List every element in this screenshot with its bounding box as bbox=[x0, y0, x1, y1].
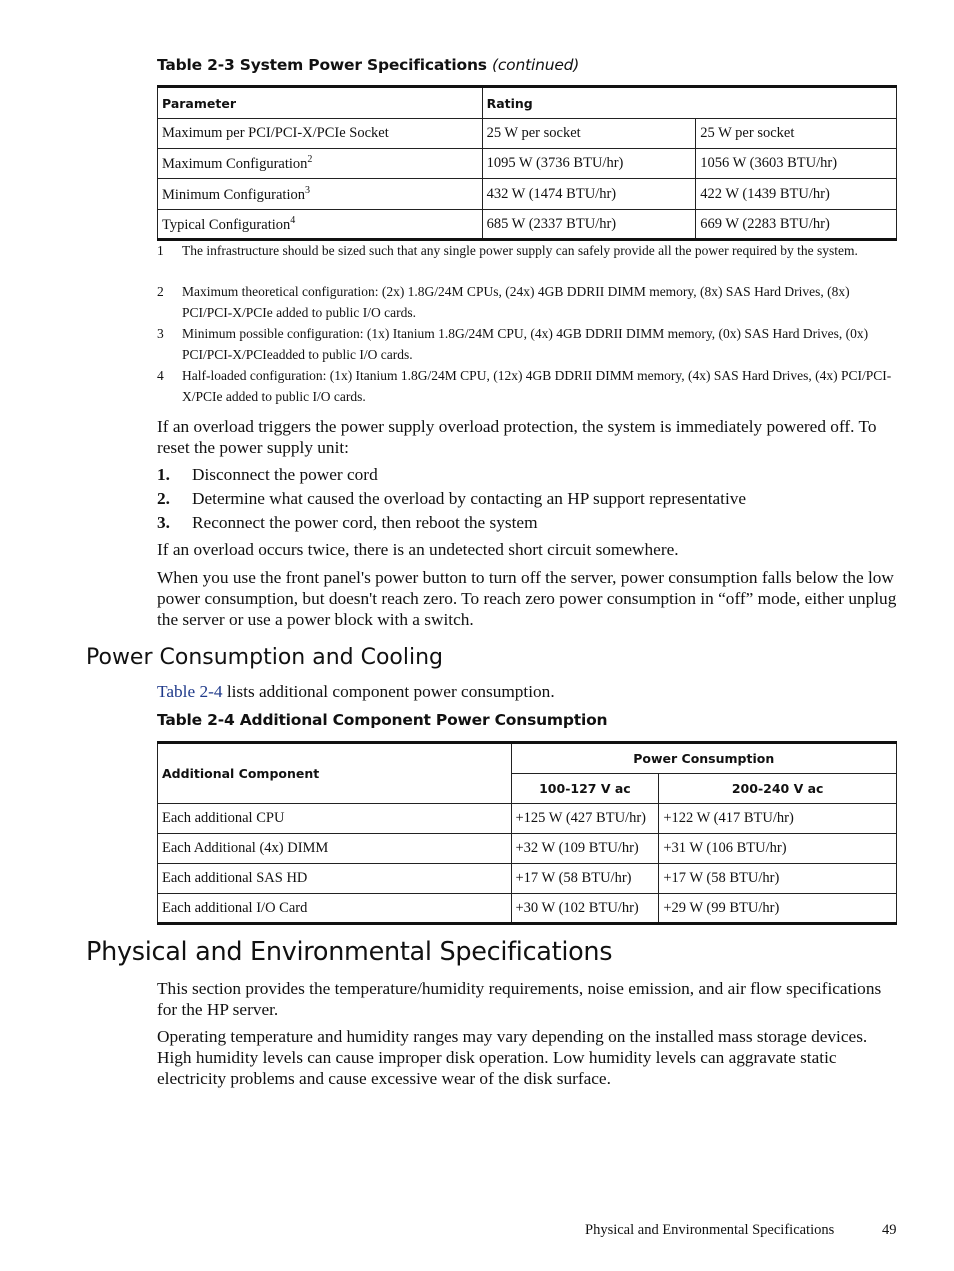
table-row bbox=[158, 864, 897, 894]
row-rating-a: 1095 W (3736 BTU/hr) bbox=[482, 149, 696, 179]
table-header-row bbox=[158, 743, 897, 774]
list-item bbox=[157, 464, 378, 485]
table-row bbox=[158, 210, 897, 240]
physical-paragraph-1: This section provides the temperature/humidity requirements, noise emission, and air flow specifications for the HP server. bbox=[157, 979, 882, 1019]
step-text: Disconnect the power cord bbox=[192, 465, 378, 484]
footnote-number: 1 bbox=[157, 243, 164, 258]
footnote-ref: 2 bbox=[307, 154, 313, 166]
table-row bbox=[158, 119, 897, 149]
footnote-text: Maximum theoretical configuration: (2x) 1.8G/24M CPUs, (24x) 4GB DDRII DIMM memory, (8x) SAS Hard Drives, (8x) PCI/PCI-X/PCIe added to public I/O cards. bbox=[182, 284, 850, 320]
row-power-v2: +122 W (417 BTU/hr) bbox=[659, 804, 897, 834]
front-panel-paragraph: When you use the front panel's power button to turn off the server, power consumption falls below the low power consumption, but doesn't reach zero. To reach zero power consumption in “off” mode, either unplug the server or use a power block with a switch. bbox=[157, 568, 897, 629]
footnote-ref: 4 bbox=[290, 214, 296, 226]
step-number: 3. bbox=[157, 513, 170, 532]
row-parameter: Typical Configuration$^4$ bbox=[158, 210, 483, 240]
row-power-v1: +30 W (102 BTU/hr) bbox=[511, 894, 659, 924]
cooling-intro-text: lists additional component power consumption. bbox=[222, 682, 555, 701]
row-rating-a: 25 W per socket bbox=[482, 119, 696, 149]
row-power-v1: +32 W (109 BTU/hr) bbox=[511, 834, 659, 864]
step-text: Reconnect the power cord, then reboot the system bbox=[192, 513, 538, 532]
table-row bbox=[158, 834, 897, 864]
table-row bbox=[158, 894, 897, 924]
row-power-v2: +31 W (106 BTU/hr) bbox=[659, 834, 897, 864]
row-rating-a: 432 W (1474 BTU/hr) bbox=[482, 179, 696, 210]
table-2-4-caption: Table 2-4 Additional Component Power Consumption bbox=[157, 711, 608, 729]
footnote-number: 2 bbox=[157, 284, 164, 299]
row-component: Each Additional (4x) DIMM bbox=[158, 834, 512, 864]
row-power-v2: +29 W (99 BTU/hr) bbox=[659, 894, 897, 924]
row-rating-b: 25 W per socket bbox=[696, 119, 897, 149]
footnote-text: Minimum possible configuration: (1x) Itanium 1.8G/24M CPU, (4x) 4GB DDRII DIMM memory, (0x) SAS Hard Drives, (0x) PCI/PCI-X/PCIeadded to public I/O cards. bbox=[182, 326, 869, 362]
header-voltage-100-127: 100-127 V ac bbox=[511, 774, 659, 804]
row-power-v2: +17 W (58 BTU/hr) bbox=[659, 864, 897, 894]
component-power-table bbox=[157, 741, 897, 925]
table-2-3-caption bbox=[157, 56, 579, 74]
overload-intro: If an overload triggers the power supply overload protection, the system is immediately powered off. To reset the power supply unit: bbox=[157, 417, 877, 457]
footnote-text: The infrastructure should be sized such that any single power supply can safely provide all the power required by the system. bbox=[182, 243, 858, 258]
footnote-text: Half-loaded configuration: (1x) Itanium 1.8G/24M CPU, (12x) 4GB DDRII DIMM memory, (4x) SAS Hard Drives, (4x) PCI/PCI-X/PCIe added to public I/O cards. bbox=[182, 368, 892, 404]
step-number: 1. bbox=[157, 465, 170, 484]
row-power-v1: +17 W (58 BTU/hr) bbox=[511, 864, 659, 894]
system-power-table bbox=[157, 85, 897, 241]
footer-title: Physical and Environmental Specifications bbox=[585, 1222, 835, 1238]
row-power-v1: +125 W (427 BTU/hr) bbox=[511, 804, 659, 834]
row-parameter: Minimum Configuration$^3$ bbox=[158, 179, 483, 210]
header-voltage-200-240: 200-240 V ac bbox=[659, 774, 897, 804]
table-row bbox=[158, 149, 897, 179]
section-heading-physical: Physical and Environmental Specifications bbox=[86, 937, 613, 967]
header-parameter: Parameter bbox=[158, 87, 483, 119]
row-rating-b: 1056 W (3603 BTU/hr) bbox=[696, 149, 897, 179]
footnote bbox=[157, 365, 897, 407]
row-parameter: Maximum per PCI/PCI-X/PCIe Socket bbox=[158, 119, 483, 149]
overload-twice: If an overload occurs twice, there is an undetected short circuit somewhere. bbox=[157, 540, 679, 559]
physical-paragraph-2: Operating temperature and humidity ranges may vary depending on the installed mass storage devices. High humidity levels can cause improper disk operation. Low humidity levels can aggravate static electricity problems and cause excessive wear of the disk surface. bbox=[157, 1027, 868, 1088]
step-text: Determine what caused the overload by contacting an HP support representative bbox=[192, 489, 747, 508]
step-number: 2. bbox=[157, 489, 170, 508]
footnote-number: 3 bbox=[157, 326, 164, 341]
table-row bbox=[158, 179, 897, 210]
row-parameter: Maximum Configuration$^2$ bbox=[158, 149, 483, 179]
section-heading-cooling: Power Consumption and Cooling bbox=[86, 645, 444, 670]
list-item bbox=[157, 488, 746, 509]
table-header-row bbox=[158, 87, 897, 119]
row-rating-b: 422 W (1439 BTU/hr) bbox=[696, 179, 897, 210]
page-number: 49 bbox=[882, 1222, 897, 1238]
row-rating-b: 669 W (2283 BTU/hr) bbox=[696, 210, 897, 240]
header-additional-component: Additional Component bbox=[158, 743, 512, 804]
header-rating: Rating bbox=[482, 87, 896, 119]
row-component: Each additional I/O Card bbox=[158, 894, 512, 924]
row-component: Each additional SAS HD bbox=[158, 864, 512, 894]
cooling-intro bbox=[157, 681, 899, 702]
row-component: Each additional CPU bbox=[158, 804, 512, 834]
list-item bbox=[157, 512, 538, 533]
footnote bbox=[157, 281, 897, 323]
footnote-ref: 3 bbox=[304, 184, 310, 196]
header-power-consumption: Power Consumption bbox=[511, 743, 897, 774]
table-2-3-caption-label: Table 2-3 System Power Specifications bbox=[157, 56, 487, 74]
footnote bbox=[157, 240, 897, 261]
table-2-3-caption-suffix: (continued) bbox=[492, 56, 580, 74]
footnote bbox=[157, 323, 897, 365]
row-rating-a: 685 W (2337 BTU/hr) bbox=[482, 210, 696, 240]
table-row bbox=[158, 804, 897, 834]
footnote-number: 4 bbox=[157, 368, 164, 383]
table-2-4-link[interactable]: Table 2-4 bbox=[157, 682, 223, 701]
